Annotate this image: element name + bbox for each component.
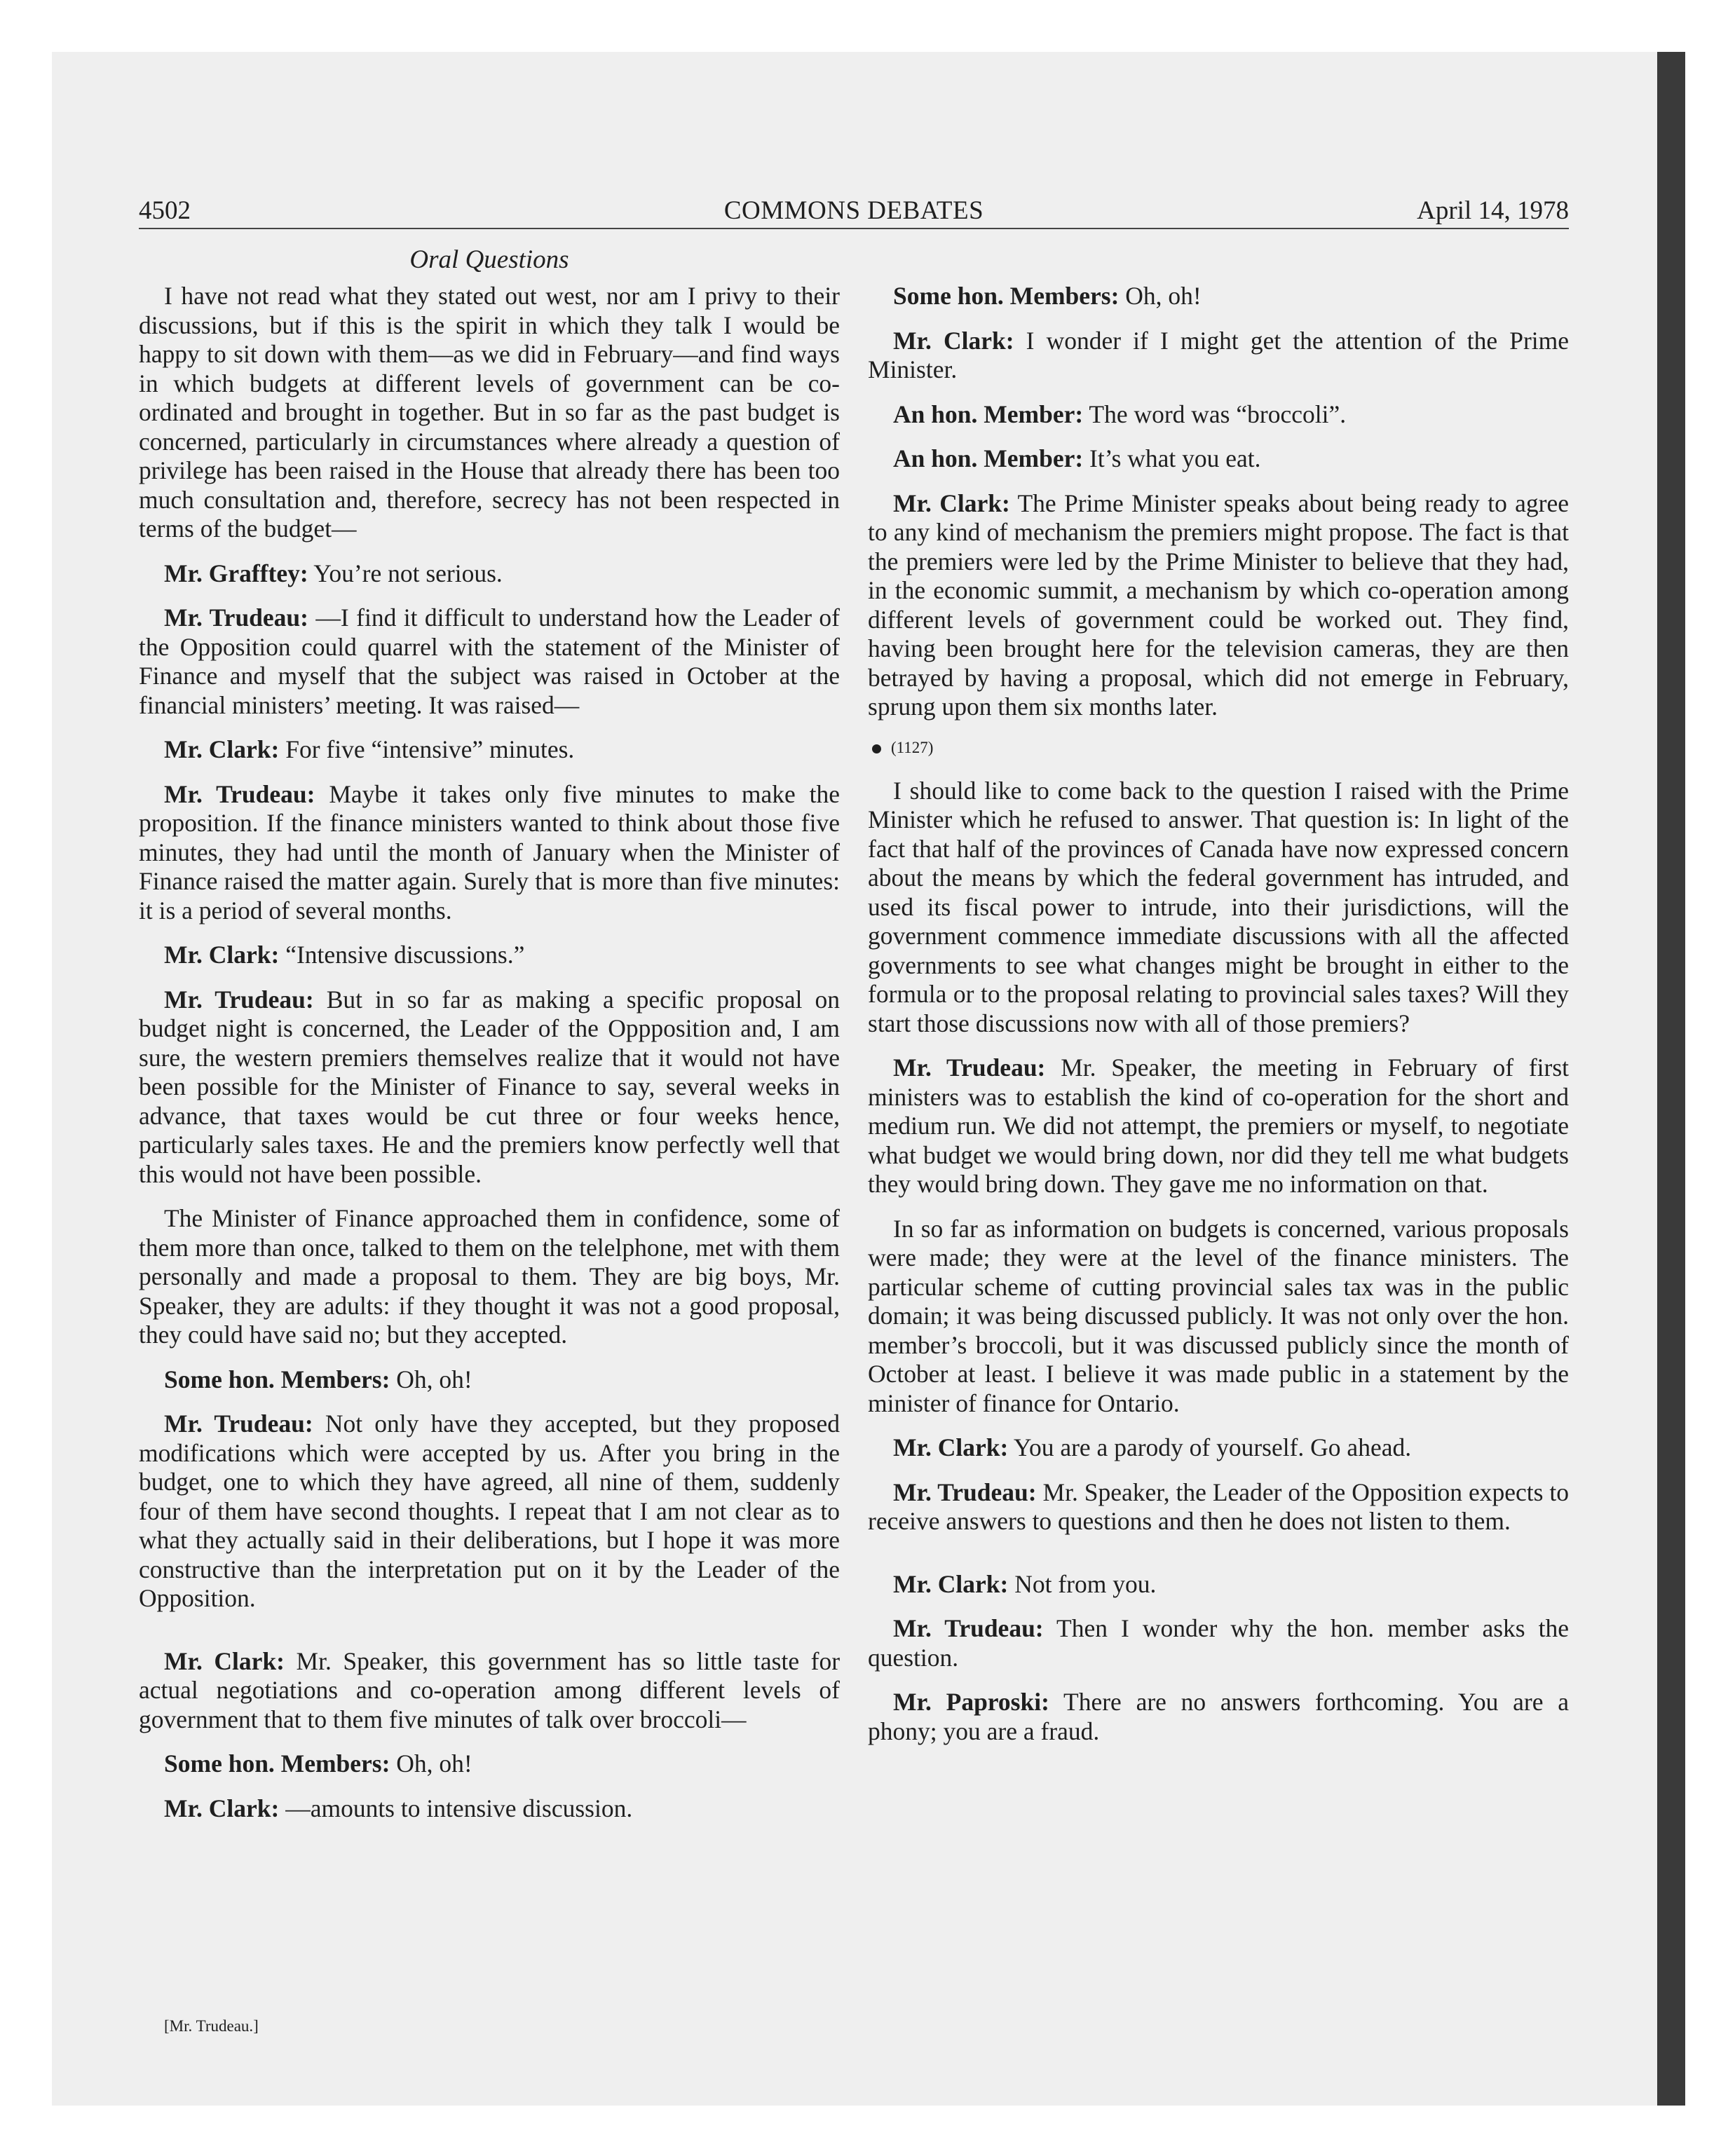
speech-paragraph — [139, 1365, 840, 1395]
speech-text: I wonder if I might get the attention of the Prime Minister. — [868, 326, 1570, 383]
speech-paragraph — [868, 1614, 1569, 1672]
speech-paragraph — [139, 1794, 840, 1824]
speech-text: Mr. Speaker, this government has so little taste for actual negotiations and co-operation among different levels of government that to them five minutes of talk over broccoli— — [139, 1646, 841, 1733]
speech-text: Maybe it takes only five minutes to make the proposition. If the finance ministers wanted to think about those five minutes, they had until the month of January when the Minister of Finance raised the matter again. Surely that is more than five minutes: it is a period of several months. — [139, 779, 840, 925]
speech-text: You’re not serious. — [313, 559, 503, 587]
speaker-name: Mr. Clark: — [893, 1433, 1009, 1461]
speaker-name: Mr. Clark: — [164, 1646, 285, 1675]
speech-text: Then I wonder why the hon. member asks the question. — [868, 1614, 1569, 1672]
speech-paragraph — [139, 559, 840, 589]
speech-paragraph — [868, 400, 1569, 430]
speech-text: Not from you. — [1014, 1569, 1157, 1598]
speech-paragraph — [868, 1053, 1569, 1199]
speech-text: In so far as information on budgets is concerned, various proposals were made; they were at the level of the finance ministers. The particular scheme of cutting provincial sales tax was in the public domain; it was being discussed publicly. It was not only over the hon. member’s broccoli, but it was discussed publicly since the month of October at least. I believe it was made public in a statement by the minister of finance for Ontario. — [868, 1214, 1569, 1417]
speech-paragraph — [868, 282, 1569, 311]
speech-text: You are a parody of yourself. Go ahead. — [1013, 1433, 1412, 1461]
page-header — [139, 193, 1569, 228]
speech-paragraph — [139, 985, 840, 1189]
speaker-name: Mr. Clark: — [164, 735, 280, 763]
speaker-name: An hon. Member: — [893, 444, 1084, 472]
speech-paragraph — [868, 444, 1569, 474]
speech-text: The word was “broccoli”. — [1089, 400, 1347, 428]
speech-text: It’s what you eat. — [1089, 444, 1261, 472]
right-column — [868, 282, 1569, 1761]
speech-text: There are no answers forthcoming. You are a phony; you are a fraud. — [868, 1688, 1570, 1745]
left-column — [139, 282, 840, 1838]
speech-text: “Intensive discussions.” — [285, 941, 525, 969]
speaker-name: Mr. Grafftey: — [164, 559, 308, 587]
speaker-name: Some hon. Members: — [164, 1365, 390, 1393]
speaker-name: Mr. Trudeau: — [893, 1053, 1046, 1082]
speech-paragraph — [139, 1749, 840, 1779]
speaker-name: Some hon. Members: — [164, 1749, 390, 1778]
speech-text: —amounts to intensive discussion. — [285, 1794, 633, 1822]
speaker-name: Mr. Trudeau: — [164, 779, 315, 808]
scan-edge-shadow — [1657, 52, 1685, 2106]
speaker-name: Mr. Trudeau: — [164, 603, 309, 632]
speech-paragraph — [868, 1478, 1569, 1536]
speech-text: The Prime Minister speaks about being ready to agree to any kind of mechanism the premiers might propose. The fact is that the premiers were led by the Prime Minister to believe that they had, in the economic summit, a mechanism by which co-operation among different levels of government could be worked out. They find, having been brought here for the television cameras, they are then betrayed by having a proposal, which did not emerge in February, sprung upon them six months later. — [868, 489, 1570, 721]
speaker-footer-note: [Mr. Trudeau.] — [164, 2017, 259, 2035]
time-marker-label: (1127) — [891, 738, 934, 756]
speaker-name: Mr. Clark: — [164, 941, 280, 969]
speech-paragraph — [868, 1215, 1569, 1419]
speech-paragraph — [139, 1410, 840, 1613]
speaker-name: Mr. Clark: — [893, 1569, 1009, 1598]
speech-text: The Minister of Finance approached them in confidence, some of them more than once, talked to them on the telelphone, met with them personally and made a proposal to them. They are big boys, Mr. Speaker, they are adults: if they thought it was not a good proposal, they could have said no; but they accepted. — [139, 1204, 840, 1349]
speech-text: But in so far as making a specific proposal on budget night is concerned, the Leader of the Oppposition and, I am sure, the western premiers themselves realize that it would not have been possible for the Minister of Finance to say, several weeks in advance, that taxes would be cut three or four weeks hence, particularly sales taxes. He and the premiers know perfectly well that this would not have been possible. — [139, 985, 840, 1188]
speech-paragraph — [868, 1570, 1569, 1599]
speaker-name: Mr. Clark: — [893, 326, 1014, 355]
speaker-name: Mr. Trudeau: — [164, 985, 314, 1014]
time-marker — [868, 737, 1569, 758]
speech-paragraph — [139, 603, 840, 720]
speech-paragraph — [868, 777, 1569, 1039]
speech-text: —I find it difficult to understand how the Leader of the Opposition could quarrel with the statement of the Minister of Finance and myself that the subject was raised in October at the financial ministers’ meeting. It was raised— — [139, 603, 840, 719]
section-title: Oral Questions — [409, 245, 569, 274]
speech-text: Not only have they accepted, but they proposed modifications which were accepted by us. After you bring in the budget, one to which they have agreed, all nine of them, suddenly four of them have second thoughts. I repeat that I am not clear as to what they actually said in their deliberations, but I hope it was more constructive than the interpretation put on it by the Leader of the Opposition. — [139, 1410, 840, 1612]
speech-text: For five “intensive” minutes. — [285, 735, 575, 763]
speech-text: Mr. Speaker, the Leader of the Opposition expects to receive answers to questions and then he does not listen to them. — [868, 1478, 1569, 1535]
speech-paragraph — [868, 1433, 1569, 1463]
header-rule — [139, 228, 1569, 229]
speech-text: I have not read what they stated out west, nor am I privy to their discussions, but if this is the spirit in which they talk I would be happy to sit down with them—as we did in February—and find ways in which budgets at different levels of government can be co-ordinated and brought in together. But in so far as the past budget is concerned, particularly in circumstances where already a question of privilege has been raised in the House that already there has been too much consultation and, therefore, secrecy has not been respected in terms of the budget— — [139, 282, 840, 543]
page-number: 4502 — [139, 196, 191, 225]
speech-paragraph — [868, 327, 1569, 385]
publication-date: April 14, 1978 — [1417, 196, 1569, 225]
bullet-icon — [872, 744, 881, 753]
speech-paragraph — [139, 1647, 840, 1735]
speaker-name: Mr. Trudeau: — [164, 1410, 313, 1438]
speech-paragraph — [139, 780, 840, 926]
speech-paragraph — [139, 735, 840, 765]
speaker-name: Mr. Clark: — [164, 1794, 280, 1822]
speech-paragraph — [139, 1204, 840, 1350]
speech-text: Mr. Speaker, the meeting in February of first ministers was to establish the kind of co-operation for the short and medium run. We did not attempt, the premiers or myself, to negotiate what budget we would bring down, nor did they tell me what budgets they would bring down. They gave me no information on that. — [868, 1053, 1570, 1198]
speaker-name: Mr. Paproski: — [893, 1688, 1049, 1716]
speaker-name: Mr. Clark: — [893, 489, 1010, 517]
speaker-name: Mr. Trudeau: — [893, 1614, 1044, 1642]
speech-text: Oh, oh! — [396, 1749, 472, 1778]
speech-paragraph — [868, 1688, 1569, 1746]
speaker-name: Mr. Trudeau: — [893, 1478, 1037, 1506]
speech-paragraph — [139, 941, 840, 970]
publication-title: COMMONS DEBATES — [723, 196, 984, 225]
speech-text: Oh, oh! — [1125, 282, 1202, 310]
speech-paragraph — [139, 282, 840, 544]
speech-paragraph — [868, 489, 1569, 722]
speaker-name: An hon. Member: — [893, 400, 1084, 428]
speech-text: I should like to come back to the question I raised with the Prime Minister which he refused to answer. That question is: In light of the fact that half of the provinces of Canada have now expressed concern about the means by which the federal government has intruded, and used its fiscal power to intrude, into their jurisdictions, will the government commence immediate discussions with all the affected governments to see what changes might be brought in either to the formula or to the proposal relating to provincial sales taxes? Will they start those discussions now with all of those premiers? — [868, 776, 1569, 1037]
speaker-name: Some hon. Members: — [893, 282, 1120, 310]
speech-text: Oh, oh! — [396, 1365, 472, 1393]
